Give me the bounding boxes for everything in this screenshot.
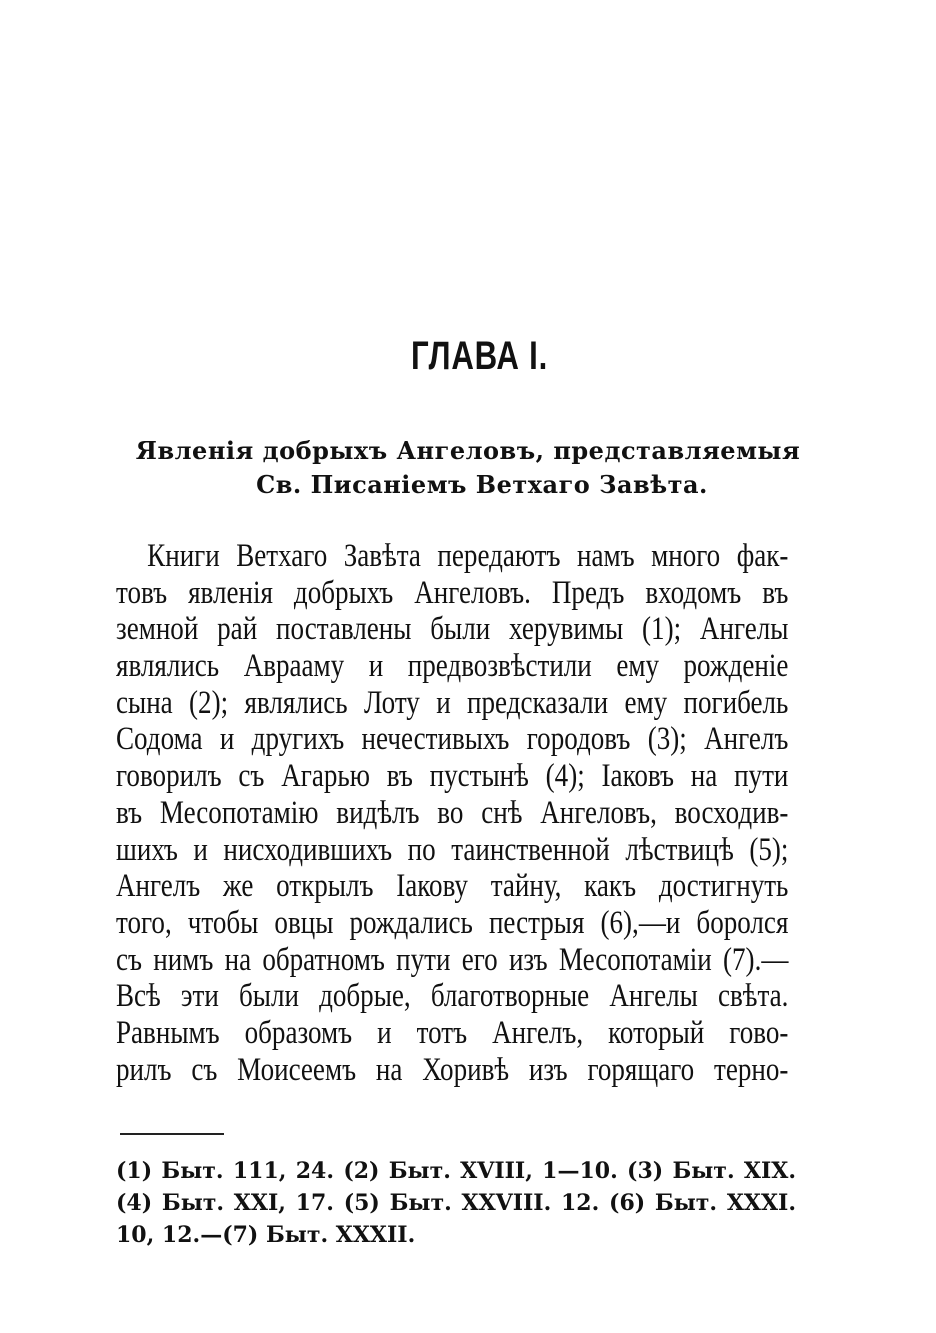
text-line: того, чтобы овцы рождались пестрыя (6),—и боролся	[116, 904, 789, 941]
text-line: Ангелъ же открылъ Іакову тайну, какъ достигнуть	[116, 868, 789, 905]
text-line: рилъ съ Моисеемъ на Хоривѣ изъ горящаго терно-	[116, 1051, 789, 1088]
text-line: Всѣ эти были добрые, благотворные Ангелы свѣта.	[116, 978, 789, 1015]
body-paragraph	[116, 538, 916, 1088]
chapter-title: ГЛАВА I.	[410, 334, 549, 378]
footnote-line: (1) Быт. 111, 24. (2) Быт. XVIII, 1—10. (3) Быт. XIX.	[116, 1158, 796, 1184]
footnote-divider	[120, 1133, 224, 1135]
chapter-subtitle-line-2: Св. Писаніемъ Ветхаго Завѣта.	[256, 470, 708, 499]
chapter-subtitle-line-1: Явленія добрыхъ Ангеловъ, представляемыя	[135, 436, 801, 465]
text-line: земной рай поставлены были херувимы (1); Ангелы	[116, 611, 789, 648]
footnote-line: 10, 12.—(7) Быт. XXXII.	[116, 1222, 416, 1248]
text-line: Содома и другихъ нечестивыхъ городовъ (3); Ангелъ	[116, 721, 789, 758]
footnote-line: (4) Быт. XXI, 17. (5) Быт. XXVIII. 12. (6) Быт. XXXI.	[116, 1190, 796, 1216]
text-line: съ нимъ на обратномъ пути его изъ Месопотаміи (7).—	[116, 941, 789, 978]
text-line: сына (2); являлись Лоту и предсказали ему погибель	[116, 684, 789, 721]
text-line: Книги Ветхаго Завѣта передаютъ намъ много фак-	[147, 538, 789, 574]
text-line: говорилъ съ Агарью въ пустынѣ (4); Іаковъ на пути	[116, 758, 789, 795]
text-line: шихъ и нисходившихъ по таинственной лѣствицѣ (5);	[116, 831, 789, 868]
footnotes	[116, 1155, 796, 1251]
text-line: товъ явленія добрыхъ Ангеловъ. Предъ входомъ въ	[116, 574, 789, 611]
text-line: въ Месопотамію видѣлъ во снѣ Ангеловъ, восходив-	[116, 794, 789, 831]
text-line: Равнымъ образомъ и тотъ Ангелъ, который гово-	[116, 1014, 789, 1051]
text-line: являлись Аврааму и предвозвѣстили ему рожденіе	[116, 648, 789, 685]
